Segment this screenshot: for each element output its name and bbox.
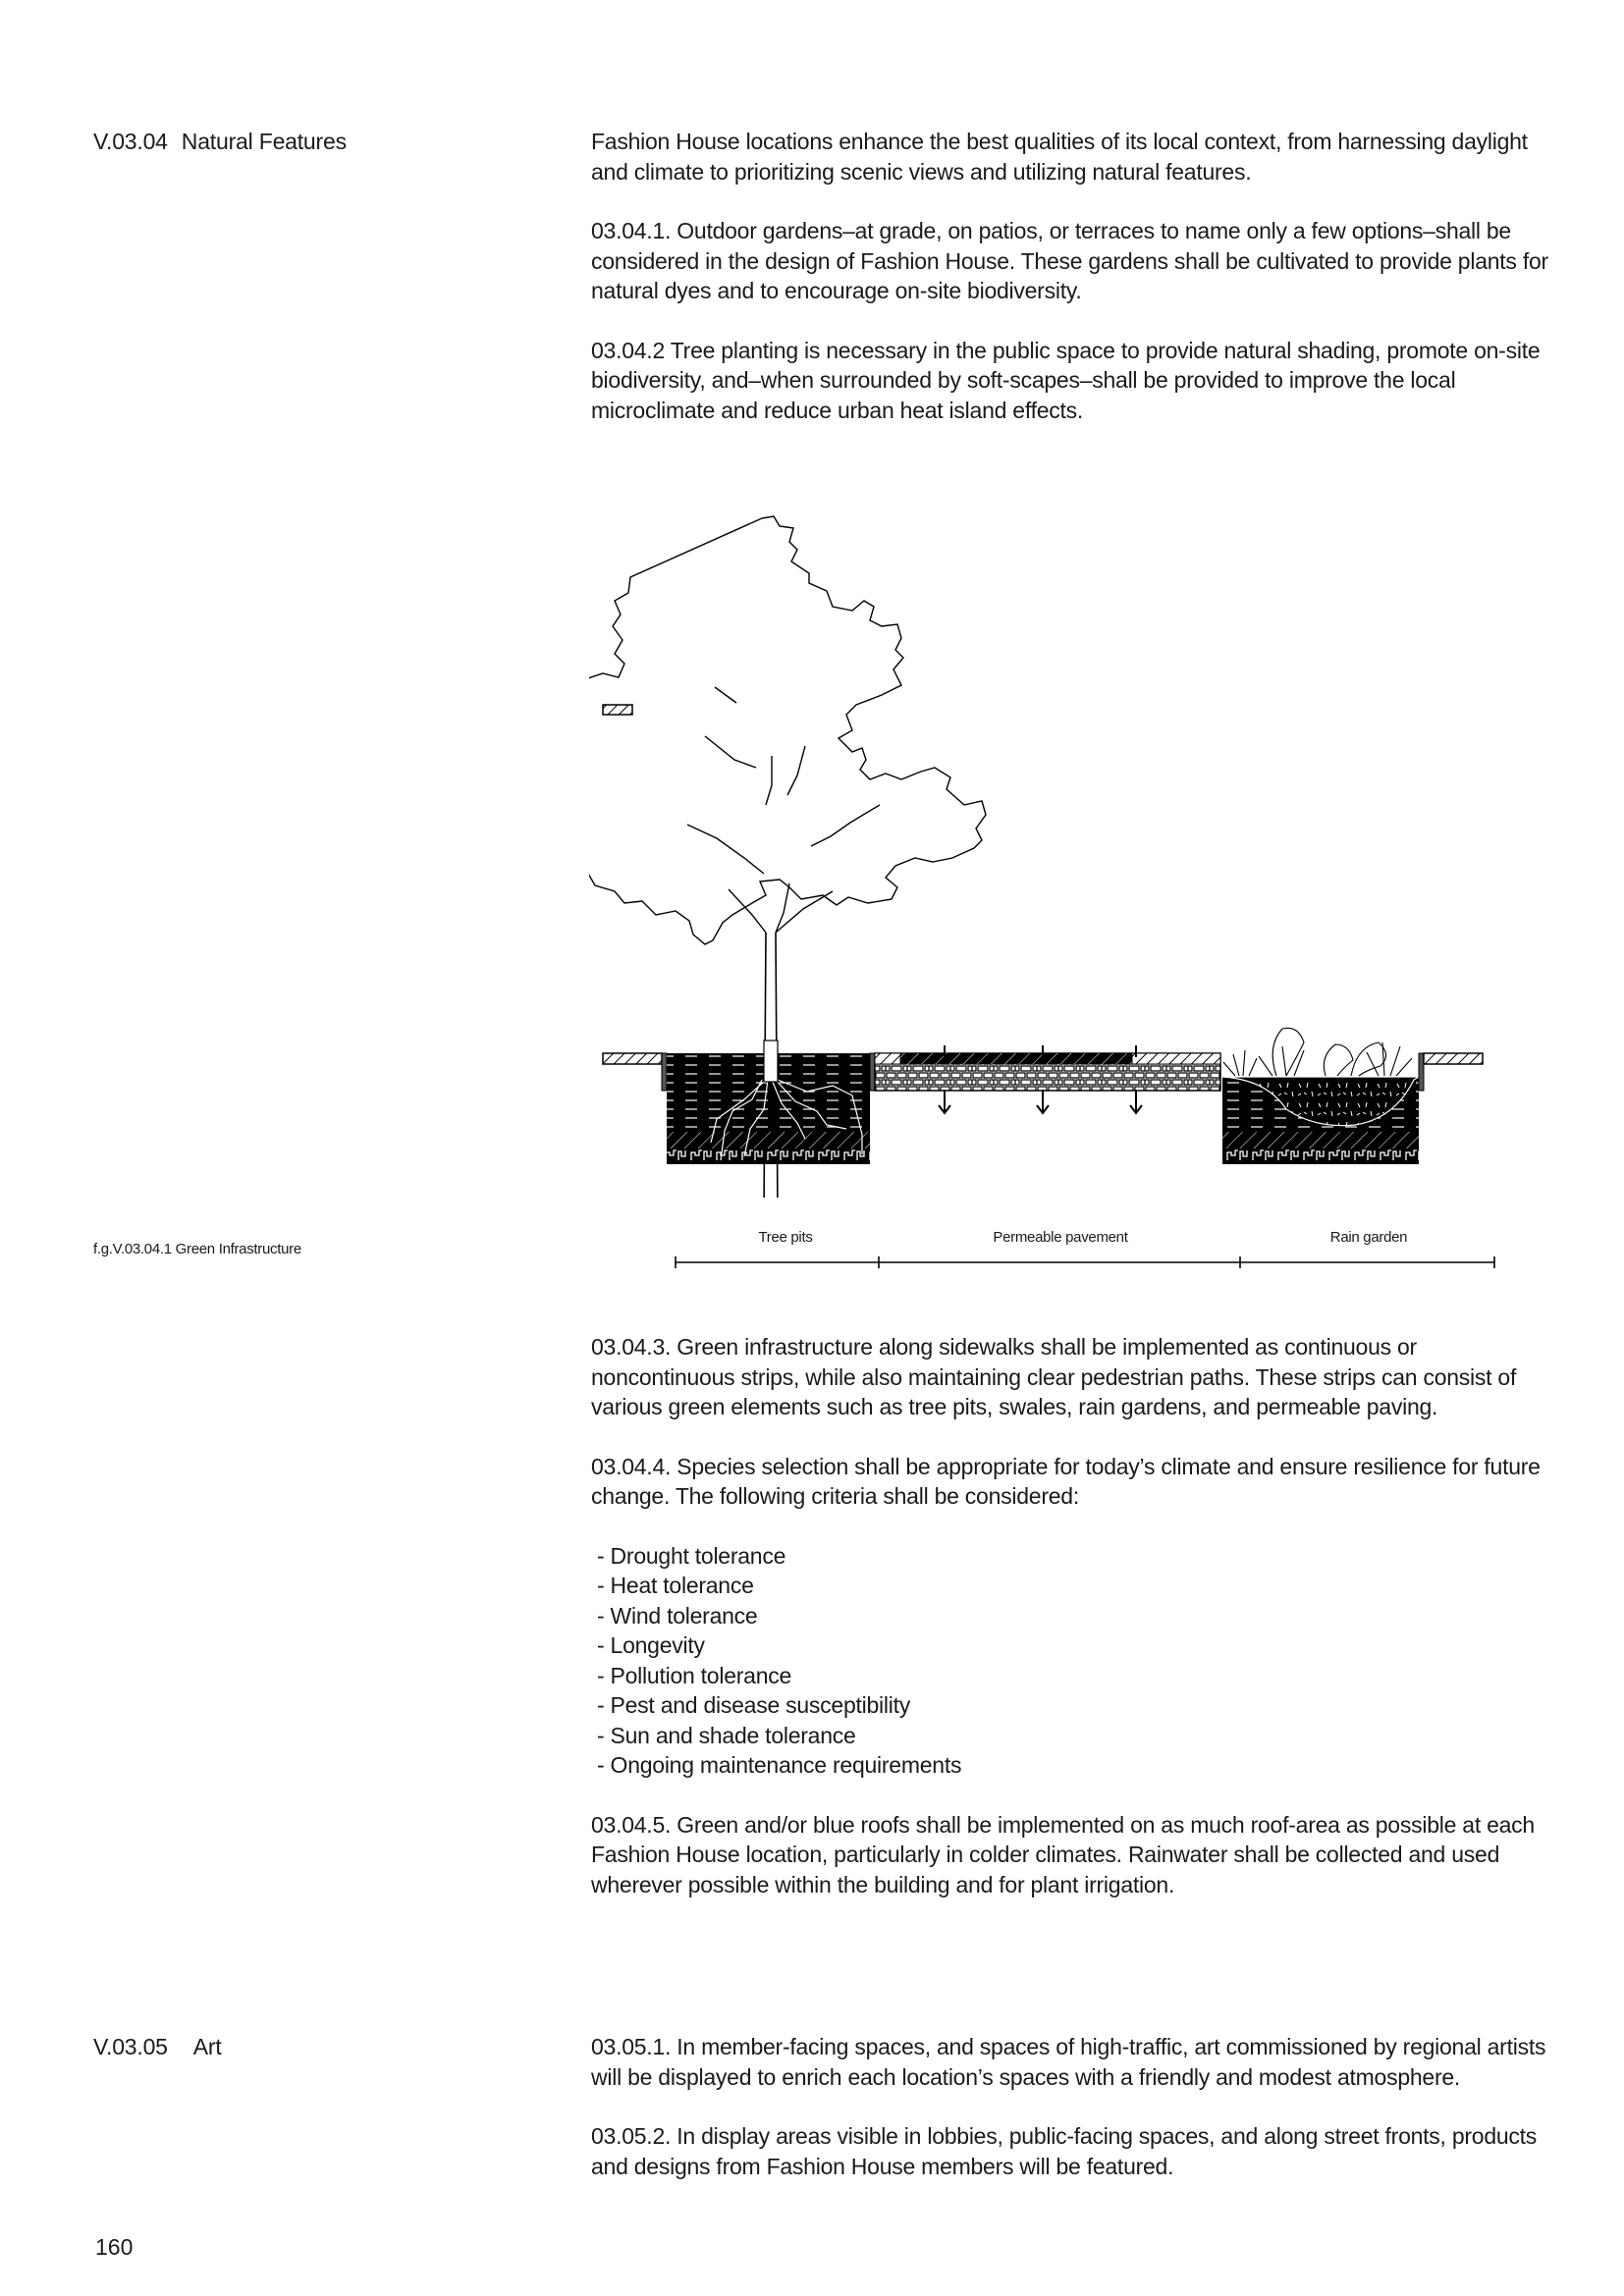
section-number: V.03.05	[93, 2034, 168, 2059]
paving-slab	[1132, 1053, 1220, 1064]
section-title: Art	[192, 2034, 222, 2059]
tree-pit-gravel	[667, 1148, 870, 1164]
permeable-paver-surface	[1034, 1053, 1132, 1064]
paving-slab-right	[1424, 1053, 1483, 1064]
paragraph-03-05-2: 03.05.2. In display areas visible in lobbies, public-facing spaces, and along street fronts, products and designs from Fashion House members will be featured.	[591, 2123, 1538, 2179]
paving-slab-left	[603, 1053, 662, 1064]
zone-label-permeable-pavement: Permeable pavement	[993, 1229, 1128, 1246]
paragraph-03-04-5: 03.04.5. Green and/or blue roofs shall be implemented on as much roof-area as possible at each Fashion House location, particularly in colder climates. Rainwater shall be collected and used wherever possible within the building and for plant irrigation.	[591, 1811, 1535, 1897]
list-item: - Ongoing maintenance requirements	[597, 1752, 962, 1778]
zone-label-rain-garden: Rain garden	[1329, 1229, 1408, 1246]
list-item: - Pollution tolerance	[597, 1662, 792, 1688]
permeable-paver-surface	[900, 1053, 1034, 1064]
section-heading-art	[93, 2032, 222, 2061]
list-item: - Heat tolerance	[597, 1573, 754, 1598]
rain-garden-gravel	[1222, 1148, 1419, 1164]
paragraph-03-05-1: 03.05.1. In member-facing spaces, and spaces of high-traffic, art commissioned by regional artists will be displayed to enrich each location’s spaces with a friendly and modest atmosphere.	[591, 2034, 1546, 2090]
zone-label-tree-pits: Tree pits	[758, 1229, 813, 1246]
curb-edge	[662, 1053, 667, 1091]
species-criteria-list	[591, 1541, 1563, 1781]
rain-garden-subbase	[1222, 1132, 1419, 1148]
paragraph-03-04-1: 03.04.1. Outdoor gardens–at grade, on patios, or terraces to name only a few options–shall be considered in the design of Fashion House. These gardens shall be cultivated to provide plants for natural dyes and to encourage on-site biodiversity.	[591, 218, 1548, 303]
list-item: - Wind tolerance	[597, 1602, 758, 1629]
page-number: 160	[95, 2234, 134, 2260]
paragraph-03-04-3: 03.04.3. Green infrastructure along sidewalks shall be implemented as continuous or noncontinuous strips, while also maintaining clear pedestrian paths. These strips can consist of various green elements such as tree pits, swales, rain gardens, and permeable paving.	[591, 1334, 1517, 1419]
art-text	[591, 2032, 1563, 2211]
paragraph-03-04-2: 03.04.2 Tree planting is necessary in the public space to provide natural shading, promote on-site biodiversity, and–when surrounded by soft-scapes–shall be provided to improve the local microclimate and reduce urban heat island effects.	[591, 337, 1541, 423]
plants-icon	[1223, 1028, 1412, 1076]
list-item: - Pest and disease susceptibility	[597, 1692, 911, 1718]
dimension-line	[668, 1253, 1502, 1272]
paving-slab	[875, 1053, 900, 1064]
section-number: V.03.04	[93, 129, 168, 154]
paragraph-03-04-4: 03.04.4. Species selection shall be appropriate for today’s climate and ensure resilience for future change. The following criteria shall be considered:	[591, 1453, 1541, 1509]
natural-features-text-bottom	[591, 1332, 1563, 1929]
list-item: - Longevity	[597, 1632, 705, 1658]
list-item: - Drought tolerance	[597, 1542, 786, 1569]
intro-paragraph: Fashion House locations enhance the best qualities of its local context, from harnessing daylight and climate to prioritizing scenic views and utilizing natural features.	[591, 129, 1528, 185]
tree-pit-subbase	[667, 1132, 870, 1148]
tree-trunk-base	[764, 1041, 778, 1082]
figure-caption: f.g.V.03.04.1 Green Infrastructure	[93, 1241, 301, 1257]
list-item: - Sun and shade tolerance	[597, 1722, 856, 1748]
section-title: Natural Features	[181, 129, 347, 154]
